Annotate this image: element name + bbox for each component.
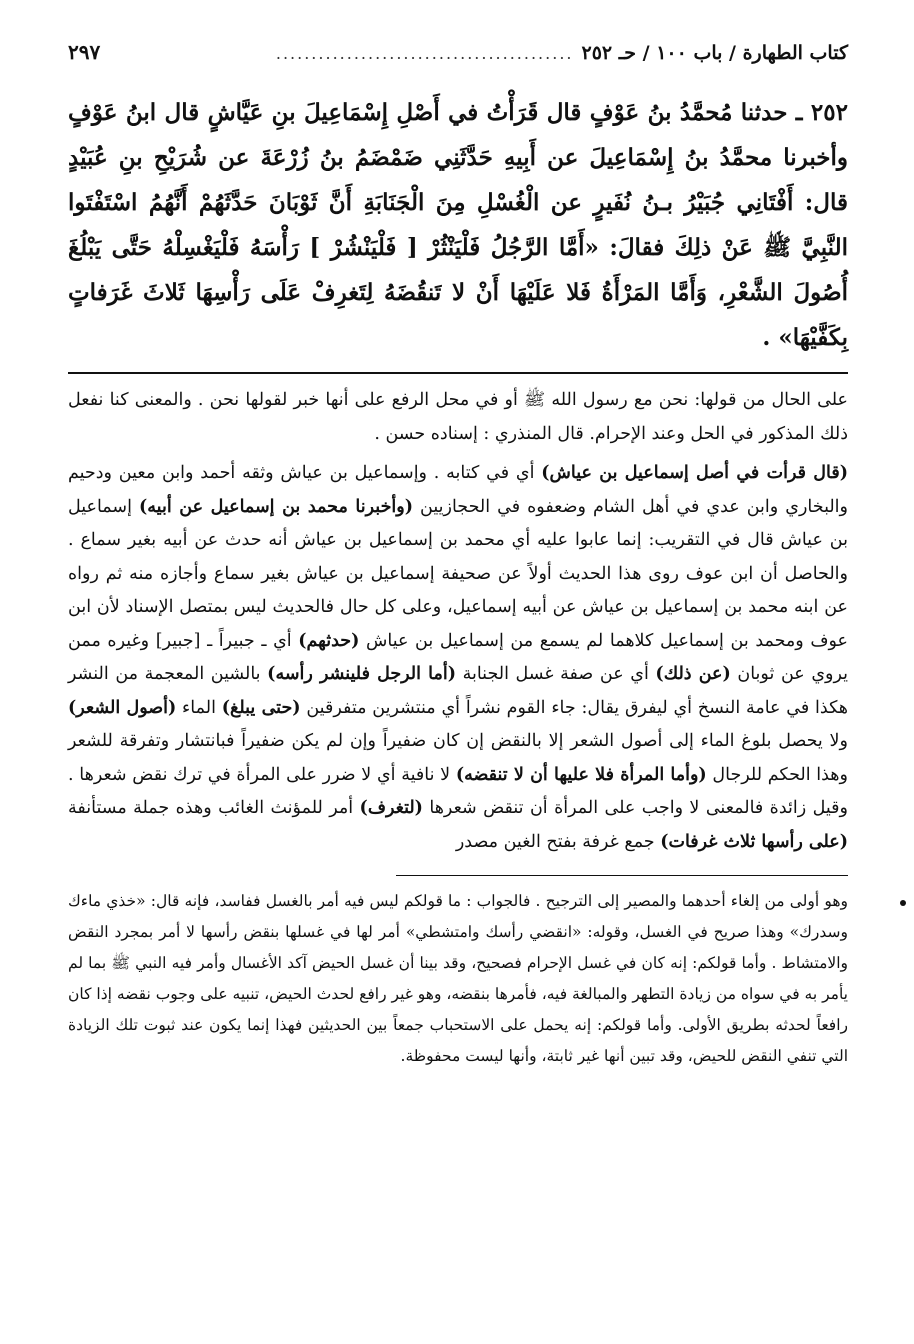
commentary-text: إسماعيل بن عياش قال في التقريب: إنما عابوا عليه أي محمد بن إسماعيل بن عياش أنه حدث عن أبيه بغير سماع . والحاصل أن ابن عوف روى هذا الحديث أولاً عن صحيفة إسماعيل بن عياش بغير سماع وأجازه منه ثم رواه عن ابنه محمد بن إسماعيل بن عياش عن أبيه إسماعيل، وعلى كل حال فالحديث ليس بمتصل الإسناد لأن ابن عوف ومحمد بن إسماعيل كلاهما لم يسمع من إسماعيل بن عياش — [68, 496, 848, 651]
book-page — [68, 40, 848, 1072]
commentary-text: جمع غرفة بفتح الغين مصدر — [455, 831, 661, 852]
hadith-text — [68, 90, 848, 360]
commentary-text: أي ـ جبيراً ـ [جبير] وغيره ممن يروي عن ثوبان — [68, 630, 848, 684]
commentary-text: أي في كتابه . وإسماعيل بن عياش وثقه أحمد وابن معين ودحيم والبخاري وابن عدي في أهل الشام وضعفوه في الحجازيين — [68, 463, 848, 517]
commentary-text: ولا يحصل بلوغ الماء إلى أصول الشعر إلا بالنقض إن كان ضفيراً وإن لم يكن ضفيراً فبانتشار وتفرقة للشعر وهذا الحكم للرجال — [68, 731, 848, 785]
commentary-text: أي عن صفة غسل الجنابة — [455, 664, 656, 684]
page-number: ٢٩٧ — [68, 40, 101, 64]
lemma: (قال قرأت في أصل إسماعيل بن عياش) — [541, 463, 848, 483]
footnote: وهو أولى من إلغاء أحدهما والمصير إلى الترجيح . فالجواب : ما قولكم ليس فيه أمر بالغسل ففاسد، فإنه قال: «خذي ماءك وسدرك» وهذا صريح في الغسل، وقوله: «انقضي رأسك وامتشطي» أمر لها في غسلها بنقض رأسها لا أمر بمجرد النقض والامتشاط . وأما قولكم: إنه كان في غسل الإحرام فصحيح، وقد بينا أن غسل الحيض آكد الأغسال وأمر فيه النبي ﷺ بما لم يأمر به في سواه من زيادة التطهر والمبالغة فيه، فأمرها بنقضه، وهو غير رافع لحدث الحيض، تنبيه على وجوب نقضه إذا كان رافعاً لحدثه بطريق الأولى. وأما قولكم: إنه يحمل على الاستحباب جمعاً بين الحديثين فهذا إنما يكون عند ثبوت تلك الزيادة التي تنفي النقض للحيض، وقد تبين أنها غير ثابتة، وأنها ليست محفوظة. — [68, 892, 849, 1065]
hadith-number: ٢٥٢ — [810, 99, 848, 126]
commentary-paragraph-2 — [68, 457, 848, 859]
commentary-text: لا نافية أي لا ضرر على المرأة في ترك نقض شعرها . وقيل زائدة فالمعنى لا واجب على المرأة أن تنقض شعرها — [68, 764, 848, 818]
commentary-text: أمر للمؤنث الغائب وهذه جملة مستأنفة — [68, 798, 360, 818]
lemma: (على رأسها ثلاث غرفات) — [660, 831, 848, 852]
header-dot-leader: .......................................... — [275, 44, 574, 63]
running-header — [68, 40, 848, 74]
lemma: (لتغرف) — [359, 798, 423, 818]
lemma: (أما الرجل فلينشر رأسه) — [267, 664, 456, 684]
hadith-body: ـ حدثنا مُحمَّدُ بنُ عَوْفٍ قال قَرَأْتُ في أَصْلِ إِسْمَاعِيلَ بنِ عَيَّاشٍ قال ابنُ عَوْفٍ وأخبرنا محمَّدُ بنُ إِسْمَاعِيلَ عن أَبِيهِ حَدَّثَنِي ضَمْضَمُ بنُ زُرْعَةَ عن شُرَيْحِ بنِ عُبَيْدٍ قال: أَفْتَانِي جُبَيْرُ بـنُ نُفَيرٍ عن الْغُسْلِ مِنَ الْجَنَابَةِ أَنَّ ثَوْبَانَ حَدَّثَهُمْ أَنَّهُمُ اسْتَفْتَوا النَّبِيَّ ﷺ عَنْ ذلِكَ فقالَ: «أَمَّا الرَّجُلُ فَلْيَنْثُرْ [ فَلْيَنْشُرْ ] رَأْسَهُ فَلْيَغْسِلْهُ حَتَّى يَبْلُغَ أُصُولَ الشَّعْرِ، وَأَمَّا المَرْأَةُ فَلا عَلَيْهَا أَنْ لا تَنقُضَهُ لِتَغرِفْ عَلَى رَأْسِهَا ثَلاثَ غَرَفاتٍ بِكَفَّيْهَا» . — [68, 99, 848, 351]
commentary-paragraph-1: على الحال من قولها: نحن مع رسول الله ﷺ أو في محل الرفع على أنها خبر لقولها نحن . والمعنى كنا نفعل ذلك المذكور في الحل وعند الإحرام. قال المنذري : إسناده حسن . — [68, 390, 848, 444]
commentary-text: بالشين المعجمة من النشر هكذا في عامة النسخ أي ليفرق يقال: جاء القوم نشراً أي منتشرين متفرقين — [68, 664, 848, 718]
footnote-divider — [396, 875, 848, 876]
lemma: (عن ذلك) — [655, 664, 731, 684]
commentary-text: الماء — [176, 697, 222, 718]
commentary — [68, 384, 848, 859]
lemma: (أصول الشعر) — [68, 697, 177, 718]
lemma: (وأما المرأة فلا عليها أن لا تنقضه) — [455, 764, 707, 785]
margin-mark — [900, 900, 906, 906]
lemma: (وأخبرنا محمد بن إسماعيل عن أبيه) — [139, 496, 413, 517]
header-title: كتاب الطهارة / باب ١٠٠ / حـ ٢٥٢ — [581, 42, 848, 64]
section-divider — [68, 372, 848, 374]
lemma: (حتى يبلغ) — [221, 697, 301, 718]
lemma: (حدثهم) — [298, 630, 360, 651]
